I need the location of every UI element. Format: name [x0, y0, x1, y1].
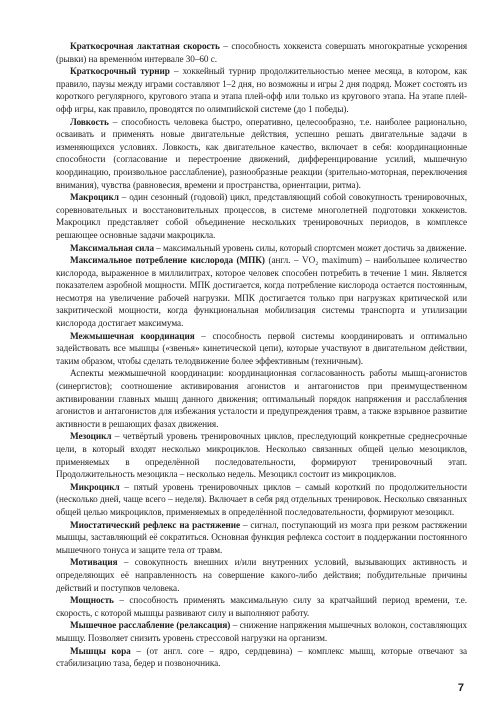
- glossary-entry: [56, 645, 467, 670]
- glossary-entry: [56, 242, 467, 255]
- glossary-entry: [56, 191, 467, 241]
- glossary-definition: Аспекты межмышечной координации: координационная согласованность работы мышц-агонистов (синергистов); соотношение активирования агонистов и антагонистов при преимущественном активировании главных мышц данного движения; оптимальный порядок напряжения и расслабления агонистов и антагонистов для избежания усталости и предупреждения травм, а также взрывное развитие активности в решающих фазах движения.: [56, 368, 467, 429]
- glossary-term: Микроцикл: [70, 481, 120, 492]
- glossary-entry: [56, 65, 467, 115]
- glossary-term: Мощность: [70, 595, 114, 606]
- glossary-term: Мышечное расслабление (релаксация): [70, 620, 231, 631]
- glossary-definition: – максимальный уровень силы, который спортсмен может достичь за движение.: [154, 242, 467, 253]
- glossary-entry: [56, 594, 467, 619]
- glossary-term: Ловкость: [70, 116, 109, 127]
- glossary-definition: – способность человека быстро, оперативно, целесообразно, т.е. наиболее рационально, осваивать и применять новые двигательные действия, успешно решать двигательные задачи в изменяющихся условиях. Ловкость, как двигательное качество, включает в себя: координационные способности (согласование и перестроение движений, дифференцирование усилий, мышечную координацию, произвольное расслабление), разнообразные реакции (зрительно-моторная, переключения внимания), чувства (равновесия, времени и пространства, ориентации, ритма).: [56, 116, 467, 190]
- glossary-term: Макроцикл: [70, 192, 119, 203]
- glossary-entry: [56, 556, 467, 594]
- glossary-term: Мотивация: [70, 557, 118, 568]
- glossary-term: Максимальная сила: [70, 242, 155, 253]
- glossary-definition: – пятый уровень тренировочных циклов – самый короткий по продолжительности (несколько дней, чаще всего – неделя). Включает в себя ряд отдельных тренировок. Несколько связанных общей целью микроциклов, применяемых в определённой последовательности, формируют мезоцикл.: [56, 481, 467, 517]
- glossary-definition: – один сезонный (годовой) цикл, представляющий собой совокупность тренировочных, соревновательных и восстановительных процессов, в системе многолетней подготовки хоккеистов. Макроцикл представляет собой объединение нескольких тренировочных периодов, в комплексе решающее основные задачи макроцикла.: [56, 192, 467, 240]
- glossary-term: Краткосрочная лактатная скорость: [70, 41, 220, 51]
- glossary-definition: – способность первой системы координировать и оптимально задействовать все мышцы («звенья» кинетической цепи), которые участвуют в двигательном действии, таким образом, чтобы сделать телодвижение более эффективным (техничным).: [56, 330, 467, 366]
- glossary-entry: [56, 481, 467, 519]
- glossary-entry: [56, 619, 467, 644]
- glossary-term: Максимальное потребление кислорода (МПК): [70, 255, 265, 266]
- glossary-paragraph: [56, 367, 467, 430]
- glossary-entry: [56, 519, 467, 557]
- glossary-definition: – хоккейный турнир продолжительностью менее месяца, в котором, как правило, паузы между играми составляют 1–2 дня, но возможны и игры 2 дня подряд. Может состоять из короткого регулярного, кругового этапа и этапа плей-офф или только из кругового этапа. На этапе плей-офф игры, как правило, проводятся по олимпийской системе (до 1 победы).: [56, 66, 468, 114]
- glossary-body: [56, 40, 467, 670]
- glossary-entry: [56, 330, 467, 368]
- glossary-definition: – снижение напряжения мышечных волокон, составляющих мышцу. Позволяет снизить уровень стрессовой нагрузки на организм.: [56, 620, 467, 643]
- glossary-term: Краткосрочный турнир: [70, 66, 170, 77]
- glossary-term: Миостатический рефлекс на растяжение: [70, 519, 241, 530]
- glossary-term: Межмышечная координация: [70, 330, 195, 341]
- glossary-definition: – способность хоккеиста совершать многократные ускорения (рывки) на временно́м интервале 30–60 с.: [56, 41, 467, 64]
- glossary-term: Мышцы кора: [70, 645, 131, 656]
- glossary-definition: – способность применять максимальную силу за кратчайший период времени, т.е. скорость, с которой мышцы развивают силу и выполняют работу.: [56, 595, 467, 618]
- glossary-term: Мезоцикл: [70, 431, 112, 442]
- glossary-definition: – (от англ. core – ядро, сердцевина) – комплекс мышц, которые отвечают за стабилизацию таза, бедер и позвоночника.: [56, 645, 467, 669]
- glossary-entry: [56, 430, 467, 480]
- glossary-definition: – четвёртый уровень тренировочных циклов, преследующий конкретные среднесрочные цели, в который входят несколько микроциклов. Несколько связанных общей целью мезоциклов, применяемых в определённой последовательности, формируют тренировочный этап. Продолжительность мезоцикла – несколько недель. Мезоцикл состоит из микроциклов.: [56, 431, 467, 480]
- glossary-definition: (англ. – VO₂ maximum) – наибольшее количество кислорода, выраженное в миллилитрах, которое человек способен потребить в течение 1 мин. Является показателем аэробной мощности. МПК достигается, когда потребление кислорода остается постоянным, несмотря на увеличение рабочей нагрузки. МПК достигается только при нагрузках критической или закритической мощности, когда функциональная мобилизация системы транспорта и утилизации кислорода достигает максимума.: [56, 255, 467, 329]
- glossary-entry: [56, 40, 467, 65]
- glossary-entry: [56, 254, 467, 330]
- page-number: 7: [457, 682, 464, 694]
- glossary-definition: – сигнал, поступающий из мозга при резком растяжении мышцы, заставляющий её сократиться. Основная функция рефлекса состоит в поддержании постоянного мышечного тонуса и защите тела от травм.: [56, 519, 467, 555]
- glossary-entry: [56, 116, 467, 192]
- glossary-definition: – совокупность внешних и/или внутренних условий, вызывающих активность и определяющих её направленность на совершение какого-либо действия; побудительные причины действий и поступков человека.: [56, 557, 467, 593]
